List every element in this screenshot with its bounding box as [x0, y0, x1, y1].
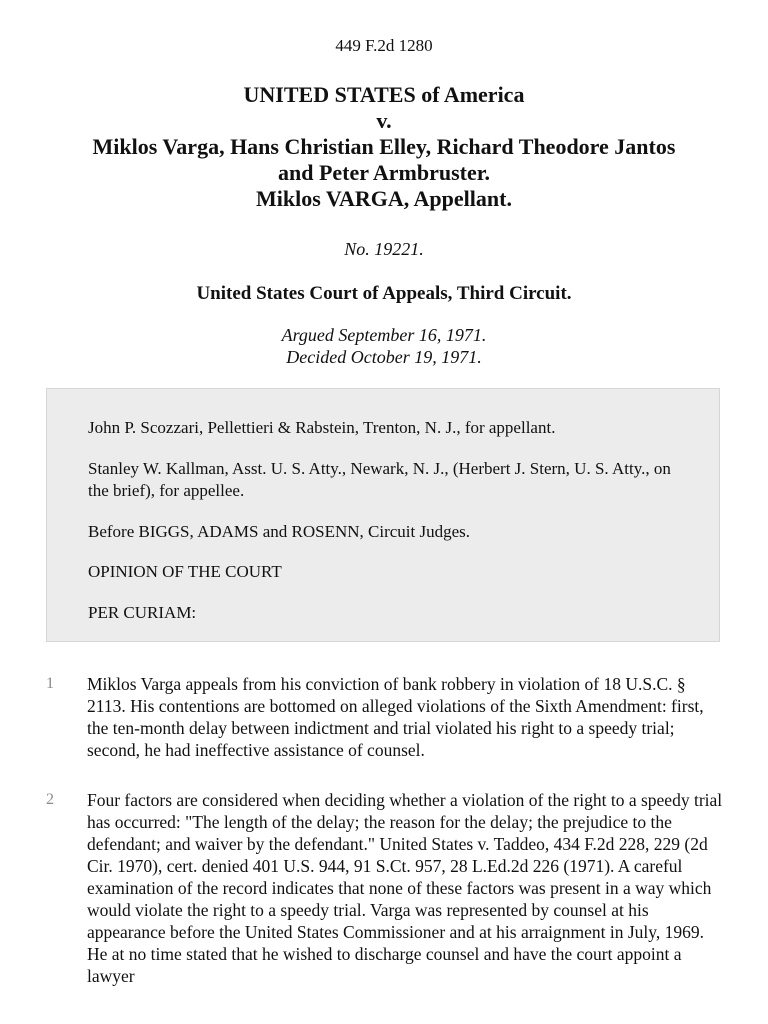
- argued-date: Argued September 16, 1971.: [281, 325, 487, 345]
- caption-plaintiff: UNITED STATES of America: [243, 82, 525, 107]
- docket-number: No. 19221.: [344, 239, 424, 259]
- opinion-heading: OPINION OF THE COURT: [88, 562, 282, 581]
- caption-appellant: Miklos VARGA, Appellant.: [256, 186, 512, 211]
- decided-date: Decided October 19, 1971.: [286, 347, 482, 367]
- case-caption: [0, 82, 768, 212]
- paragraph-text: Four factors are considered when deciding whether a violation of the right to a speedy trial has occurred: "The length of the delay; the reason for the delay; the prejudice to the defendant; and waiver by the defendant." United States v. Taddeo, 434 F.2d 228, 229 (2d Cir. 1970), cert. denied 401 U.S. 944, 91 S.Ct. 957, 28 L.Ed.2d 226 (1971). A careful examination of the record indicates that none of these factors was present in a way which would violate the right to a speedy trial. Varga was represented by counsel at his appearance before the United States Commissioner and at his arraignment in July, 1969. He at no time stated that he wished to discharge counsel and have the court appoint a lawyer: [87, 790, 723, 986]
- per-curiam-heading: PER CURIAM:: [88, 603, 197, 622]
- panel-judges: Before BIGGS, ADAMS and ROSENN, Circuit Judges.: [88, 522, 471, 541]
- paragraph-number: 1: [46, 675, 54, 692]
- case-dates: [0, 324, 768, 368]
- paragraph-text: Miklos Varga appeals from his conviction of bank robbery in violation of 18 U.S.C. § 2113. His contentions are bottomed on alleged violations of the Sixth Amendment: first, the ten-month delay between indictment and trial violated his right to a speedy trial; second, he had ineffective assistance of counsel.: [87, 674, 704, 760]
- caption-defendants-continued: and Peter Armbruster.: [277, 160, 491, 185]
- appellant-counsel: John P. Scozzari, Pellettieri & Rabstein, Trenton, N. J., for appellant.: [88, 418, 556, 437]
- counsel-box: [46, 388, 720, 642]
- caption-defendants: Miklos Varga, Hans Christian Elley, Richard Theodore Jantos: [92, 134, 676, 159]
- case-citation: 449 F.2d 1280: [335, 36, 433, 55]
- caption-versus: v.: [376, 108, 392, 133]
- court-name: United States Court of Appeals, Third Circuit.: [196, 283, 572, 304]
- paragraph-number: 2: [46, 791, 54, 808]
- appellee-counsel: Stanley W. Kallman, Asst. U. S. Atty., Newark, N. J., (Herbert J. Stern, U. S. Atty., on the brief), for appellee.: [88, 459, 671, 500]
